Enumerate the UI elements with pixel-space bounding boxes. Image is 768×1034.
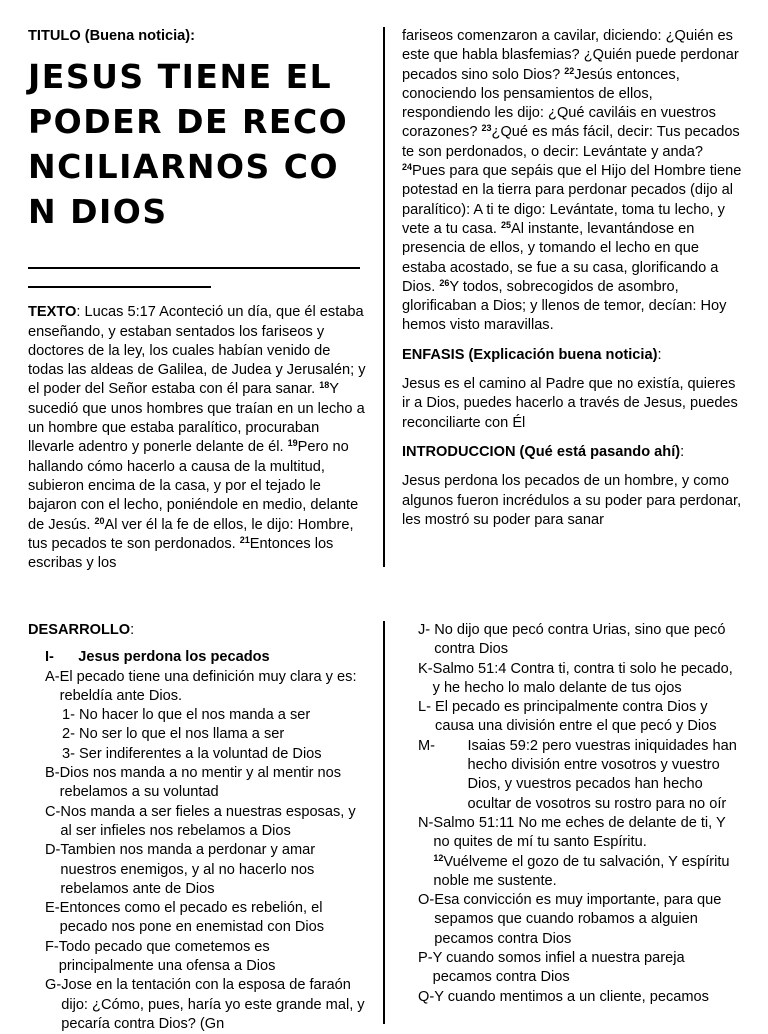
page-title: JESUS TIENE EL PODER DE RECONCILIARNOS CON DIOS: [28, 57, 349, 232]
list-marker: N-: [418, 814, 434, 831]
desarrollo-label: DESARROLLO: [28, 622, 131, 638]
bottom-column-divider: [383, 621, 385, 1024]
texto-paragraph: [28, 303, 368, 573]
list-item: [418, 737, 744, 814]
intro-label: INTRODUCCION (Qué está pasando ahí): [402, 443, 681, 460]
desarrollo-heading: [28, 621, 368, 640]
list-text: Nos manda a ser fieles a nuestras esposas, y al ser infieles nos rebelamos a Dios: [60, 803, 356, 839]
list-marker: K-: [418, 660, 433, 677]
verse-20: 20: [94, 515, 105, 526]
verse-19-text: Pero no hallando cómo hacerlo a causa de la multitud, subieron encima de la casa, y por el tejado le bajaron con el lecho, poniéndole en medio, delante de Jesús.: [28, 439, 359, 533]
list-text: [433, 814, 744, 891]
list-marker: L-: [418, 699, 436, 716]
list-marker: E-: [45, 900, 60, 917]
list-marker: O-: [418, 892, 435, 909]
verse-25-text: Al instante, levantándose en presencia de ellos, y tomando el lecho en que estaba acostado, se fue a su casa, glorificando a Dios.: [402, 220, 719, 295]
bottom-left-column: [28, 621, 368, 1034]
list-item: [418, 621, 744, 660]
list-marker: B-: [45, 765, 60, 782]
sub-list-item: [28, 725, 368, 744]
list-marker: P-: [418, 950, 433, 967]
top-left-column: [28, 27, 368, 573]
list-text: El pecado tiene una definición muy clara y es: rebeldía ante Dios.: [59, 668, 357, 704]
list-item: [28, 899, 368, 938]
verse-18: 18: [319, 380, 330, 391]
list-marker: M-: [418, 737, 468, 754]
section-marker: I-: [45, 649, 79, 666]
title-underline-1: [28, 234, 360, 269]
list-item: [28, 938, 368, 977]
sub-list-item: [28, 745, 368, 764]
list-text: Salmo 51:4 Contra ti, contra ti solo he pecado, y he hecho lo malo delante de tus ojos: [432, 660, 733, 696]
list-text: El pecado es principalmente contra Dios y causa una división entre el que pecó y Dios: [435, 699, 717, 735]
verse-18-text: Y sucedió que unos hombres que traían en un lecho a un hombre que estaba paralítico, procuraban llevarle adentro y ponerle delante de él.: [28, 381, 365, 456]
list-marker: C-: [45, 803, 61, 820]
enfasis-heading: [402, 346, 742, 365]
sub-list-text: No hacer lo que el nos manda a ser: [79, 707, 311, 724]
verse-22-text: Jesús entonces, conociendo los pensamientos de ellos, respondiendo les dijo: ¿Qué caviláis en vuestros corazones?: [402, 66, 716, 141]
list-item: [418, 988, 744, 1007]
sub-list-marker: 1-: [62, 707, 80, 724]
intro-colon: :: [680, 443, 685, 460]
verse-25: 25: [500, 219, 511, 230]
list-text: Todo pecado que cometemos es principalmente una ofensa a Dios: [58, 938, 276, 975]
list-text: Tambien nos manda a perdonar y amar nuestros enemigos, y al no hacerlo nos rebelamos ante de Dios: [60, 842, 316, 897]
verse-12-text: Vuélveme el gozo de tu salvación, Y espíritu noble me sustente.: [433, 853, 730, 889]
list-marker: Q-: [418, 988, 435, 1005]
list-text: Esa convicción es muy importante, para que sepamos que cuando robamos a alguien pecamos contra Dios: [434, 892, 722, 947]
list-text: Dios nos manda a no mentir y al mentir nos rebelamos a su voluntad: [59, 765, 342, 801]
verse-12: 12: [433, 852, 444, 863]
verse-21-text: Entonces los escribas y los: [28, 535, 334, 572]
verse-26: 26: [439, 277, 450, 288]
section-heading-row: [28, 648, 368, 667]
list-item: [418, 891, 744, 949]
list-text: Jose en la tentación con la esposa de faraón dijo: ¿Cómo, pues, haría yo este grande mal, y pecaría contra Dios? (Gn: [61, 977, 365, 1032]
texto-ref: : Lucas 5:17 Aconteció un día, que él estaba enseñando, y estaban sentados los fariseos y doctores de la ley, los cuales habían venido de todas las aldeas de Galilea, de Judea y Jerusalén; y el poder del Señor estaba con él para sanar.: [28, 304, 366, 398]
list-marker: A-: [45, 668, 60, 685]
list-text: No dijo que pecó contra Urias, sino que pecó contra Dios: [434, 622, 726, 658]
sub-list-item: [28, 706, 368, 725]
list-item: [28, 668, 368, 707]
list-item: [28, 976, 368, 1034]
top-right-column: [402, 27, 742, 530]
desarrollo-colon: :: [130, 622, 135, 638]
list-text: Y cuando somos infiel a nuestra pareja pecamos contra Dios: [432, 950, 685, 986]
psalm-51-11-text: Salmo 51:11 No me eches de delante de ti, Y no quites de mí tu santo Espíritu.: [433, 814, 726, 851]
enfasis-colon: :: [657, 346, 662, 363]
list-text: Isaias 59:2 pero vuestras iniquidades han hecho división entre vosotros y vuestro Dios, y vuestros pecados han hecho ocultar de vosotros su rostro para no oír: [467, 737, 737, 812]
list-marker: J-: [418, 622, 435, 638]
verse-24: 24: [402, 162, 413, 173]
verse-19: 19: [287, 438, 298, 449]
verse-23-text: ¿Qué es más fácil, decir: Tus pecados te son perdonados, o decir: Levántate y anda?: [402, 124, 740, 160]
sub-list-text: Ser indiferentes a la voluntad de Dios: [79, 745, 322, 762]
sub-list-marker: 2-: [62, 726, 80, 743]
list-item: [28, 841, 368, 899]
verse-20-text: Al ver él la fe de ellos, le dijo: Hombre, tus pecados te son perdonados.: [28, 516, 354, 552]
title-label: TITULO (Buena noticia):: [28, 28, 196, 44]
sub-list-marker: 3-: [62, 745, 80, 762]
list-item: [28, 803, 368, 842]
texto-label: TEXTO: [28, 304, 77, 321]
verse-22: 22: [564, 65, 575, 76]
verse-24-text: Pues para que sepáis que el Hijo del Hombre tiene potestad en la tierra para perdonar pecados (dijo al paralítico): A ti te digo: Levántate, toma tu lecho, y vete a tu casa.: [402, 163, 742, 237]
verse-21: 21: [239, 534, 250, 545]
list-item: [418, 814, 744, 891]
section-heading-text: Jesus perdona los pecados: [78, 649, 270, 666]
enfasis-text: Jesus es el camino al Padre que no existía, quieres ir a Dios, puedes hacerlo a través de Jesus, puedes reconciliarte con Él: [402, 376, 738, 431]
list-item: [418, 949, 744, 988]
intro-text: Jesus perdona los pecados de un hombre, y como algunos fueron incrédulos a su poder para perdonar, les mostró su poder para sanar: [402, 473, 742, 528]
bottom-right-column: [418, 621, 744, 1007]
list-item: [418, 660, 744, 699]
verses-continued: [402, 27, 742, 336]
list-item: [418, 698, 744, 737]
list-item: [28, 764, 368, 803]
list-marker: D-: [45, 842, 61, 859]
intro-heading: [402, 443, 742, 462]
list-marker: G-: [45, 977, 62, 994]
list-marker: F-: [45, 938, 59, 955]
list-text: Entonces como el pecado es rebelión, el pecado nos pone en enemistad con Dios: [59, 900, 325, 936]
verse-23: 23: [481, 123, 492, 134]
enfasis-label: ENFASIS (Explicación buena noticia): [402, 346, 658, 363]
verse-21-text-cont: fariseos comenzaron a cavilar, diciendo: ¿Quién es este que habla blasfemias? ¿Quién puede perdonar pecados sino solo Dios?: [402, 28, 739, 83]
list-text: Y cuando mentimos a un cliente, pecamos: [434, 988, 709, 1005]
verse-26-text: Y todos, sobrecogidos de asombro, glorificaban a Dios; y llenos de temor, decían: Hoy hemos visto maravillas.: [402, 278, 727, 334]
top-column-divider: [383, 27, 385, 567]
sub-list-text: No ser lo que el nos llama a ser: [79, 726, 285, 743]
title-underline-2: [28, 269, 211, 288]
